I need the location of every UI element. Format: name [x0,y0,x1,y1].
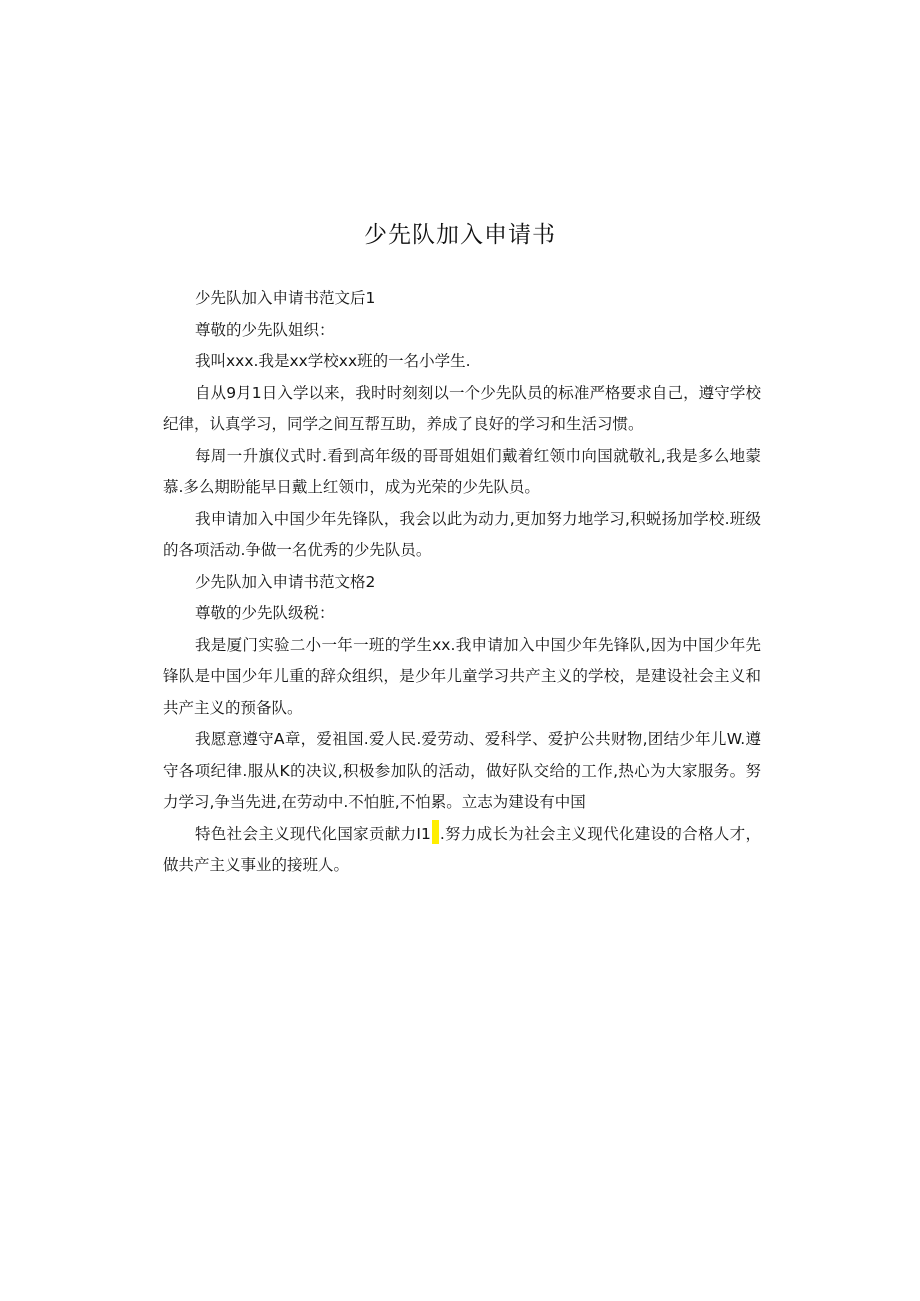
closing-text-part-1: 特色社会主义现代化国家贡献力I1 [195,824,431,843]
paragraph-heading-sample-1: 少先队加入申请书范文后1 [195,289,376,307]
document-body [163,283,761,882]
paragraph-body-1: 自从9月1日入学以来，我时时刻刻以一个少先队员的标准严格要求自己，遵守学校纪律，认真学习，同学之间互帮互助，养成了良好的学习和生活习惯。 [163,383,761,433]
paragraph-closing [163,819,761,882]
closing-text-part-2: .努力成长为社会主义现代化建设的合格人才，做共产主义事业的接班人。 [163,824,761,874]
paragraph-body-2: 每周一升旗仪式时.看到高年级的哥哥姐姐们戴着红领巾向国就敬礼,我是多么地蒙慕.多么期盼能早日戴上红领巾，成为光荣的少先队员。 [163,446,761,496]
paragraph-body-3: 我申请加入中国少年先锋队，我会以此为动力,更加努力地学习,积蜕扬加学校.班级的各项活动.争做一名优秀的少先队员。 [163,509,761,559]
paragraph-salutation-1: 尊敬的少先队姐织： [195,320,335,339]
paragraph-body-4: 我是厦门实验二小一年一班的学生xx.我申请加入中国少年先锋队,因为中国少年先锋队是中国少年儿重的辞众组织，是少年儿童学习共产主义的学校，是建设社会主义和共产主义的预备队。 [163,635,761,717]
paragraph-salutation-2: 尊敬的少先队级税： [195,604,335,622]
paragraph-heading-sample-2: 少先队加入申请书范文格2 [195,572,376,591]
highlight-mark [432,820,439,844]
paragraph-intro-1: 我叫xxx.我是xx学校xx班的一名小学生. [195,352,471,370]
document-title: 少先队加入申请书 [364,222,556,248]
paragraph-body-5: 我愿意遵守A章，爱祖国.爱人民.爱劳动、爱科学、爱护公共财物,团结少年儿W.遵守各项纪律.服从K的决议,积极参加队的活动，做好队交给的工作,热心为大家服务。努力学习,争当先进,在劳动中.不怕脏,不怕累。立志为建设有中国 [163,730,761,811]
